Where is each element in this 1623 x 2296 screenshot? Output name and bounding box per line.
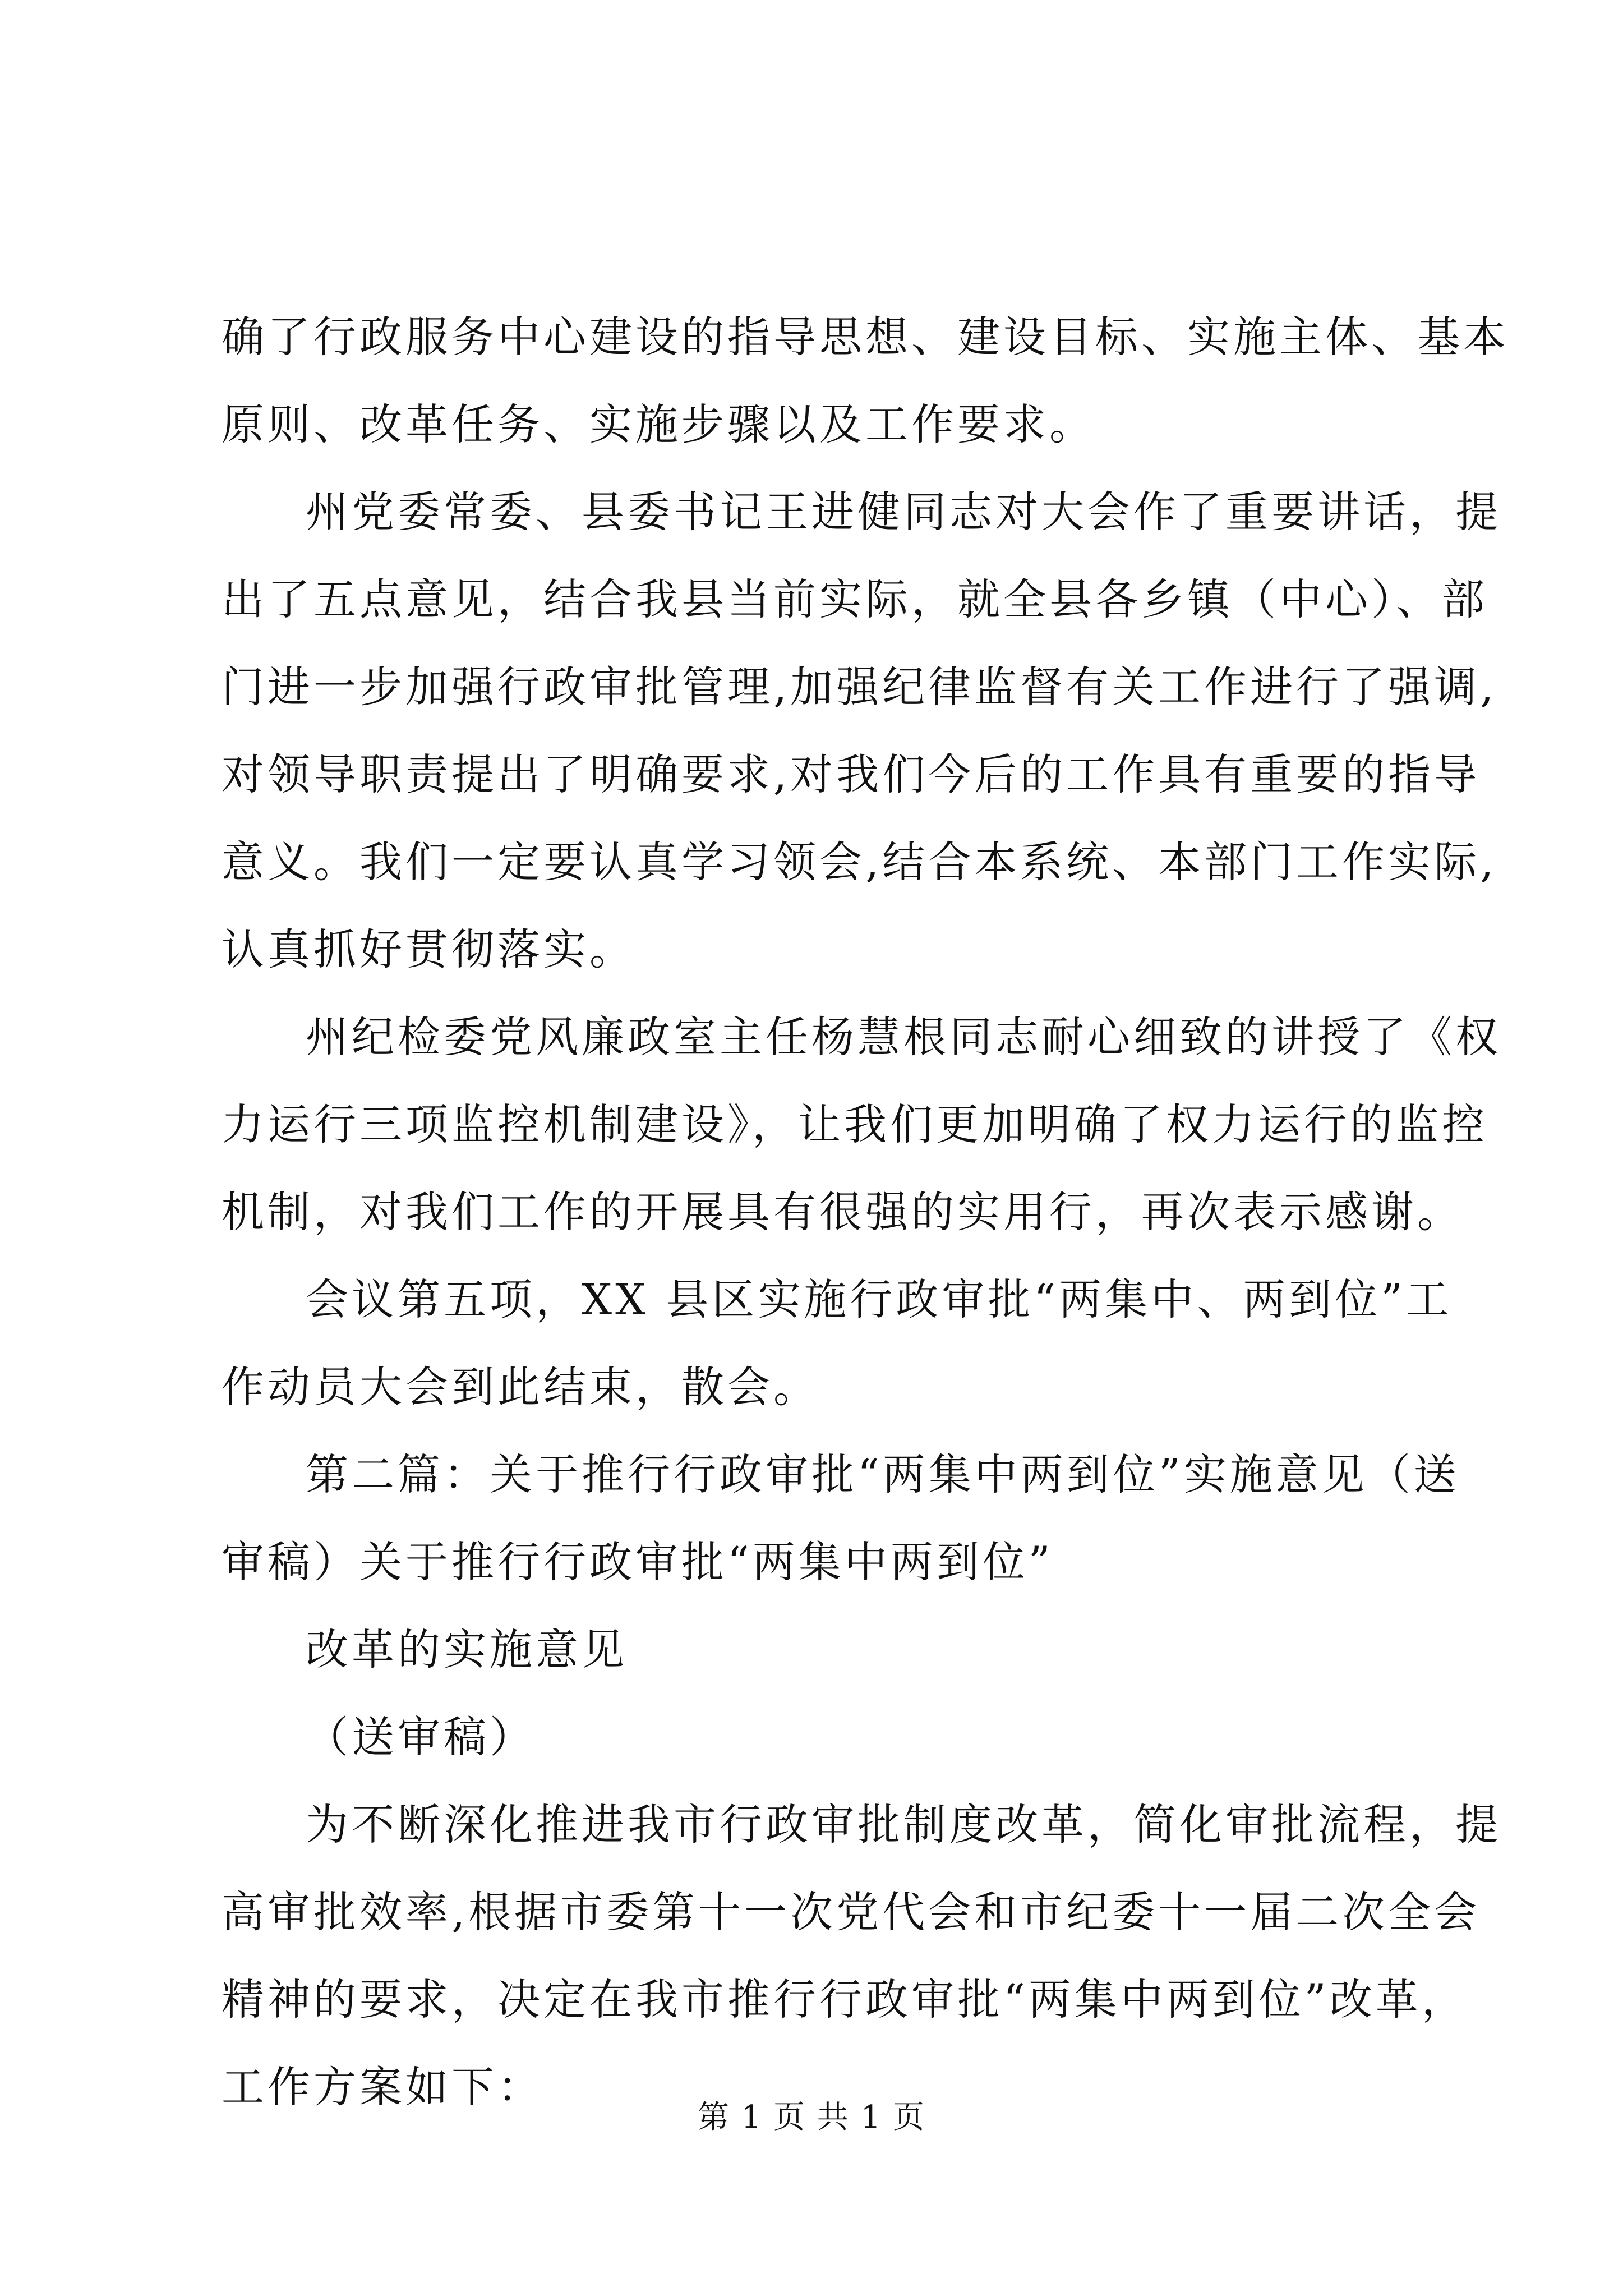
text-line: 确了行政服务中心建设的指导思想、建设目标、实施主体、基本 <box>222 312 1509 362</box>
text-line: 精神的要求，决定在我市推行行政审批“两集中两到位”改革， <box>222 1975 1468 2024</box>
text-line: 对领导职责提出了明确要求,对我们今后的工作具有重要的指导 <box>222 749 1481 799</box>
text-line: 高审批效率,根据市委第十一次党代会和市纪委十一届二次全会 <box>222 1887 1481 1937</box>
text-line: 工作方案如下： <box>222 2062 543 2112</box>
text-line: 为不断深化推进我市行政审批制度改革，简化审批流程，提 <box>306 1800 1501 1849</box>
text-line: 意义。我们一定要认真学习领会,结合本系统、本部门工作实际, <box>222 837 1497 887</box>
text-line: 出了五点意见，结合我县当前实际，就全县各乡镇（中心）、部 <box>222 574 1488 624</box>
document-body <box>222 293 1509 2131</box>
text-line: 机制，对我们工作的开展具有很强的实用行，再次表示感谢。 <box>222 1187 1463 1237</box>
text-line: 州党委常委、县委书记王进健同志对大会作了重要讲话，提 <box>306 487 1501 537</box>
text-line: 会议第五项，XX 县区实施行政审批“两集中、两到位”工 <box>306 1274 1453 1324</box>
text-line: 门进一步加强行政审批管理,加强纪律监督有关工作进行了强调, <box>222 662 1497 712</box>
text-line: 力运行三项监控机制建设》，让我们更加明确了权力运行的监控 <box>222 1099 1488 1149</box>
text-line: 州纪检委党风廉政室主任杨慧根同志耐心细致的讲授了《权 <box>306 1012 1501 1062</box>
page-footer: 第 1 页 共 1 页 <box>697 2099 926 2136</box>
text-line: 审稿）关于推行行政审批“两集中两到位” <box>222 1537 1054 1587</box>
text-line: 改革的实施意见 <box>306 1625 628 1674</box>
text-line: 第二篇：关于推行行政审批“两集中两到位”实施意见（送 <box>306 1450 1460 1499</box>
text-line: 作动员大会到此结束，散会。 <box>222 1362 819 1412</box>
text-line: （送审稿） <box>306 1712 536 1762</box>
text-line: 原则、改革任务、实施步骤以及工作要求。 <box>222 399 1095 449</box>
text-line: 认真抓好贯彻落实。 <box>222 924 635 974</box>
